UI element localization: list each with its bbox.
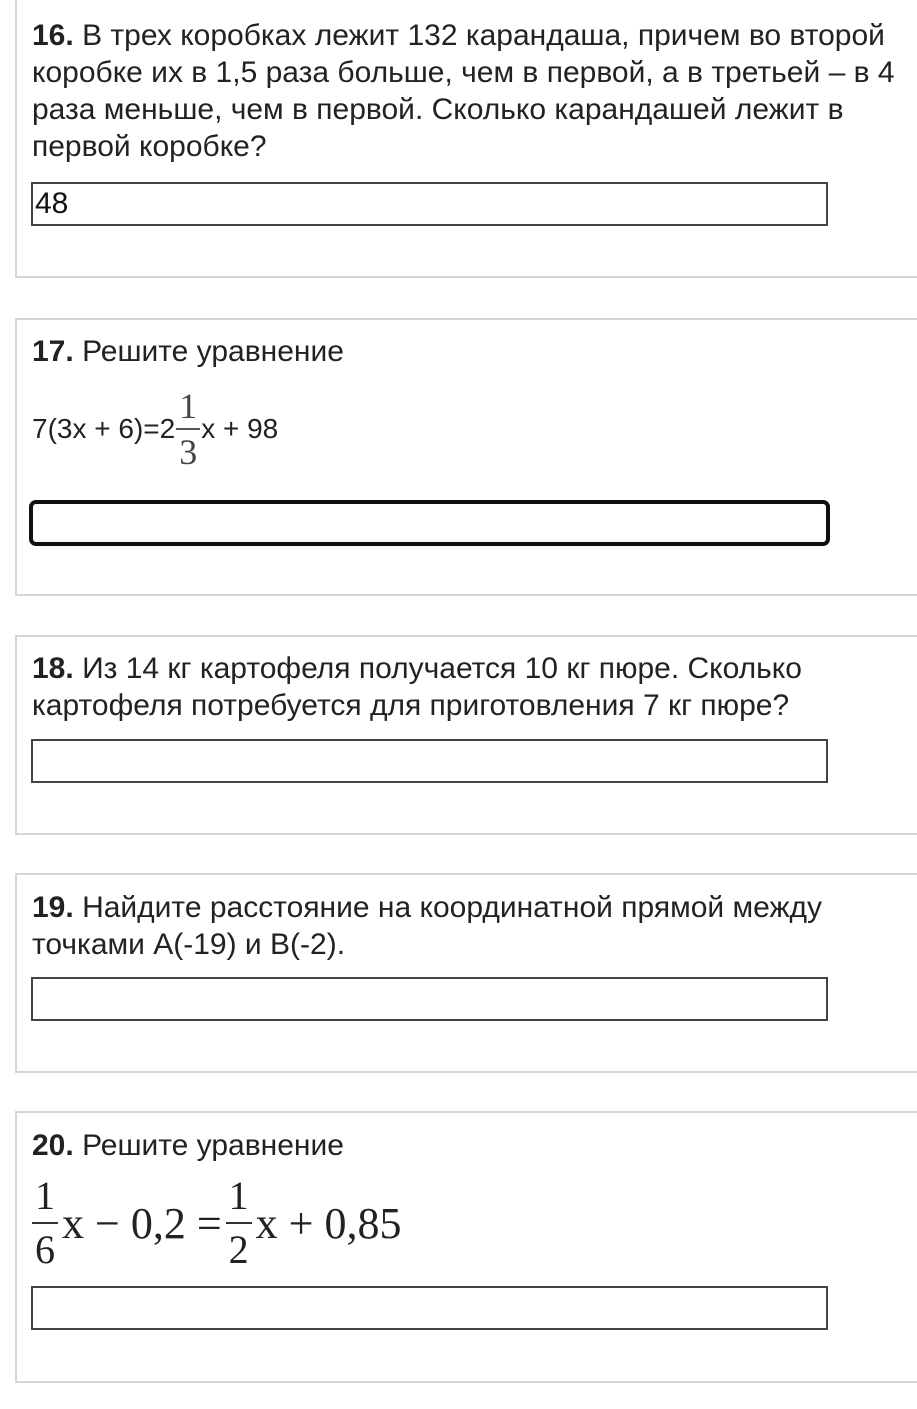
question-body: Найдите расстояние на координатной прямой между точками A(-19) и B(-2).	[32, 891, 823, 961]
fraction-one-half	[226, 1173, 252, 1272]
equation-middle: x − 0,2 =	[62, 1198, 222, 1248]
fraction-numerator: 1	[35, 1173, 55, 1218]
question-number: 16.	[32, 19, 74, 52]
mixed-fraction	[176, 388, 200, 470]
equation-end: x + 0,85	[255, 1198, 402, 1248]
question-card-18	[15, 635, 917, 835]
question-card-20	[15, 1111, 917, 1383]
fraction-one-sixth	[32, 1173, 58, 1272]
fraction-bar	[176, 428, 200, 430]
equation-17	[32, 374, 278, 484]
question-body: Решите уравнение	[82, 1129, 344, 1162]
question-text-17	[32, 333, 895, 370]
fraction-bar	[226, 1222, 252, 1224]
answer-field-16[interactable]	[31, 182, 828, 226]
equation-20	[32, 1173, 405, 1273]
answer-field-20[interactable]	[31, 1286, 828, 1330]
question-card-17	[15, 318, 917, 596]
equation-left: 7(3x + 6)=2	[32, 413, 176, 444]
question-text-20	[32, 1127, 895, 1164]
question-number: 19.	[32, 891, 74, 924]
answer-field-17[interactable]	[29, 500, 830, 546]
fraction-numerator: 1	[228, 1173, 249, 1218]
fraction-denominator: 3	[179, 432, 198, 472]
fraction-bar	[32, 1222, 58, 1224]
question-number: 20.	[32, 1129, 74, 1162]
question-text-18	[32, 650, 895, 724]
question-body: Из 14 кг картофеля получается 10 кг пюре. Сколько картофеля потребуется для приготовления 7 кг пюре?	[32, 652, 802, 722]
fraction-denominator: 6	[35, 1227, 55, 1272]
answer-field-19[interactable]	[31, 977, 828, 1021]
question-body: В трех коробках лежит 132 карандаша, причем во второй коробке их в 1,5 раза больше, чем в первой, а в третьей – в 4 раза меньше, чем в первой. Сколько карандашей лежит в первой коробке?	[32, 19, 895, 163]
question-number: 17.	[32, 335, 74, 368]
equation-right: x + 98	[201, 413, 279, 444]
question-text-16	[32, 17, 895, 165]
question-text-19	[32, 889, 895, 963]
fraction-numerator: 1	[179, 386, 198, 426]
answer-field-18[interactable]	[31, 739, 828, 783]
fraction-denominator: 2	[228, 1227, 249, 1272]
question-card-16	[15, 0, 917, 278]
question-body: Решите уравнение	[82, 335, 344, 368]
question-number: 18.	[32, 652, 74, 685]
question-card-19	[15, 873, 917, 1073]
